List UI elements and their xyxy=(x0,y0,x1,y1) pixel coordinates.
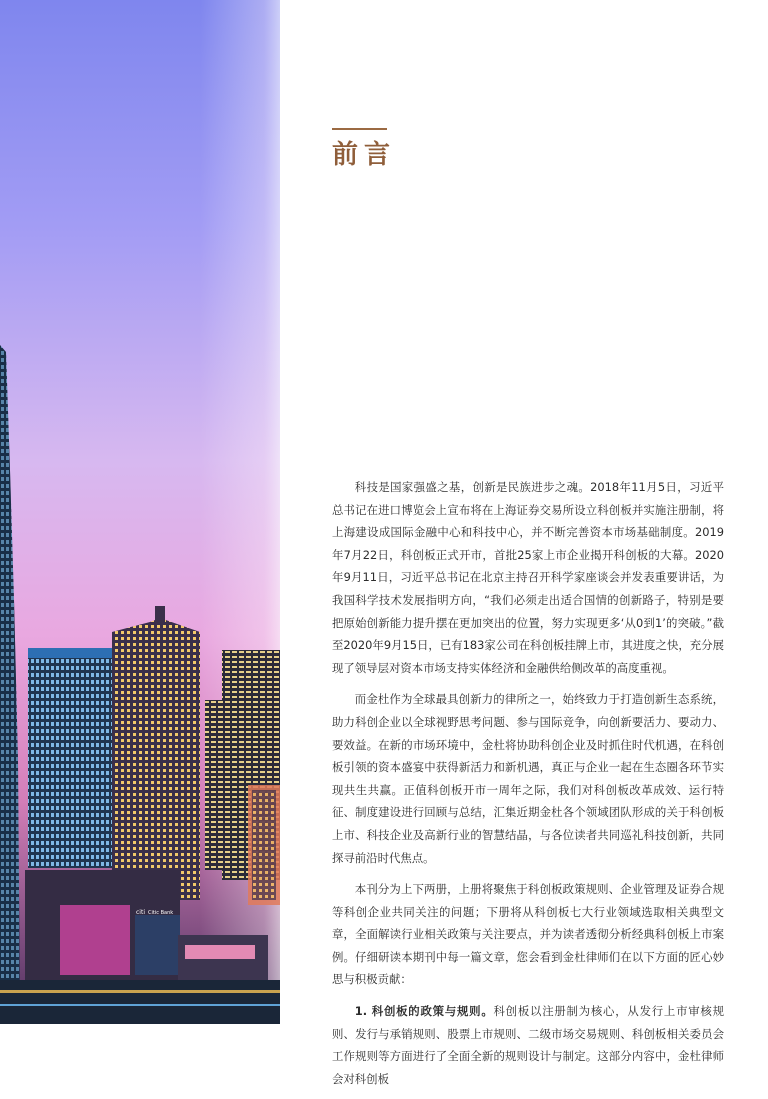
title-accent-rule xyxy=(332,128,387,130)
list-item-1-text: 科创板以注册制为核心，从发行上市审核规则、发行与承销规则、股票上市规则、二级市场交易规则、科创板相关委员会工作规则等方面进行了全面全新的规则设计与制定。这部分内容中，金杜律师会对科创板 xyxy=(332,1004,724,1086)
citi-sign: citi xyxy=(136,909,145,916)
paragraph-3: 本刊分为上下两册，上册将聚焦于科创板政策规则、企业管理及证券合规等科创企业共同关注的问题；下册将从科创板七大行业领域选取相关典型文章，全面解读行业相关政策与关注要点，并为读者透彻分析经典科创板上市案例。仔细研读本期刊中每一篇文章，您会看到金杜律师们在以下方面的匠心妙思与积极贡献： xyxy=(332,882,724,987)
foreword-body xyxy=(332,476,724,1099)
paragraph-2: 而金杜作为全球最具创新力的律所之一，始终致力于打造创新生态系统，助力科创企业以全球视野思考问题、参与国际竞争，向创新要活力、要动力、要效益。在新的市场环境中，金杜将协助科创企业及时抓住时代机遇，在科创板引领的资本盛宴中获得新活力和新机遇，真正与企业一起在生态圈各环节实现共生共赢。正值科创板开市一周年之际，我们对科创板改革成效、运行特征、制度建设进行回顾与总结，汇集近期金杜各个领域团队形成的关于科创板上市、科技企业及高新行业的智慧结晶，与各位读者共同巡礼科技创新，共同探寻前沿时代焦点。 xyxy=(332,692,724,865)
cover-photo-shanghai-skyline xyxy=(0,0,280,1024)
paragraph-1: 科技是国家强盛之基，创新是民族进步之魂。2018年11月5日，习近平总书记在进口博览会上宣布将在上海证券交易所设立科创板并实施注册制，将上海建设成国际金融中心和科技中心，并不断完善资本市场基础制度。2019年7月22日，科创板正式开市，首批25家上市企业揭开科创板的大幕。2020年9月11日，习近平总书记在北京主持召开科学家座谈会并发表重要讲话，为我国科学技术发展指明方向，“我们必须走出适合国情的创新路子，特别是要把原始创新能力提升摆在更加突出的位置，努力实现更多‘从0到1’的突破。”截至2020年9月15日，已有183家公司在科创板挂牌上市，其进度之快，充分展现了领导层对资本市场支持实体经济和金融供给侧改革的高度重视。 xyxy=(332,480,724,675)
foreword-page xyxy=(280,0,768,1086)
list-item-1-label: 1. 科创板的政策与规则。 xyxy=(354,1004,494,1019)
citic-bank-sign: Citic Bank xyxy=(148,910,174,916)
list-item-1 xyxy=(332,1000,724,1090)
page-title: 前言 xyxy=(332,140,397,170)
